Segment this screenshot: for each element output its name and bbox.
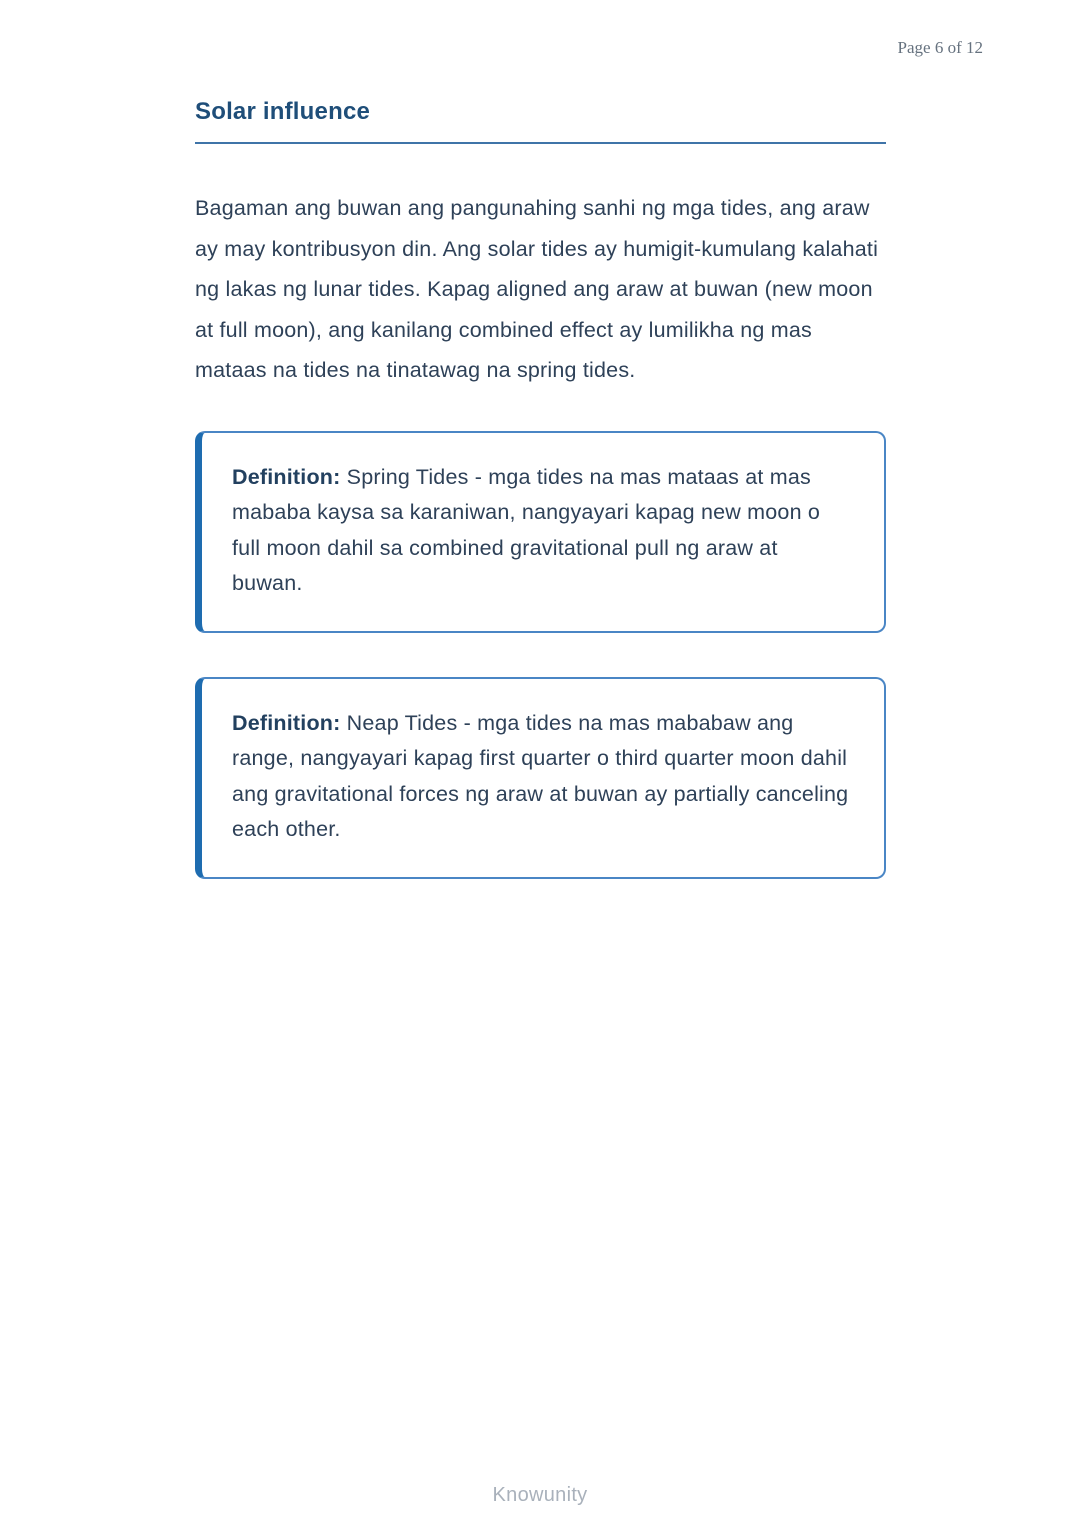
page-number: Page 6 of 12 <box>897 38 983 57</box>
page-content <box>195 98 886 879</box>
definition-body: Spring Tides - mga tides na mas mataas at mas mababa kaysa sa karaniwan, nangyayari kapag new moon o full moon dahil sa combined gravitational pull ng araw at buwan. <box>232 464 821 595</box>
definition-paragraph <box>232 706 852 848</box>
definition-body: Neap Tides - mga tides na mas mababaw ang range, nangyayari kapag first quarter o third quarter moon dahil ang gravitational forces ng araw at buwan ay partially canceling each other. <box>232 710 849 841</box>
definition-label: Definition: <box>232 710 341 735</box>
definition-paragraph <box>232 460 852 602</box>
definition-box-spring-tides <box>195 431 886 633</box>
footer-brand: Knowunity <box>492 1484 588 1506</box>
definition-box-neap-tides <box>195 677 886 879</box>
section-heading: Solar influence <box>195 98 371 125</box>
body-paragraph: Bagaman ang buwan ang pangunahing sanhi ng mga tides, ang araw ay may kontribusyon din. Ang solar tides ay humigit-kumulang kalahati ng lakas ng lunar tides. Kapag aligned ang araw at buwan (new moon at full moon), ang kanilang combined effect ay lumilikha ng mas mataas na tides na tinatawag na spring tides. <box>195 196 879 382</box>
heading-divider <box>195 142 886 144</box>
definition-label: Definition: <box>232 464 341 489</box>
